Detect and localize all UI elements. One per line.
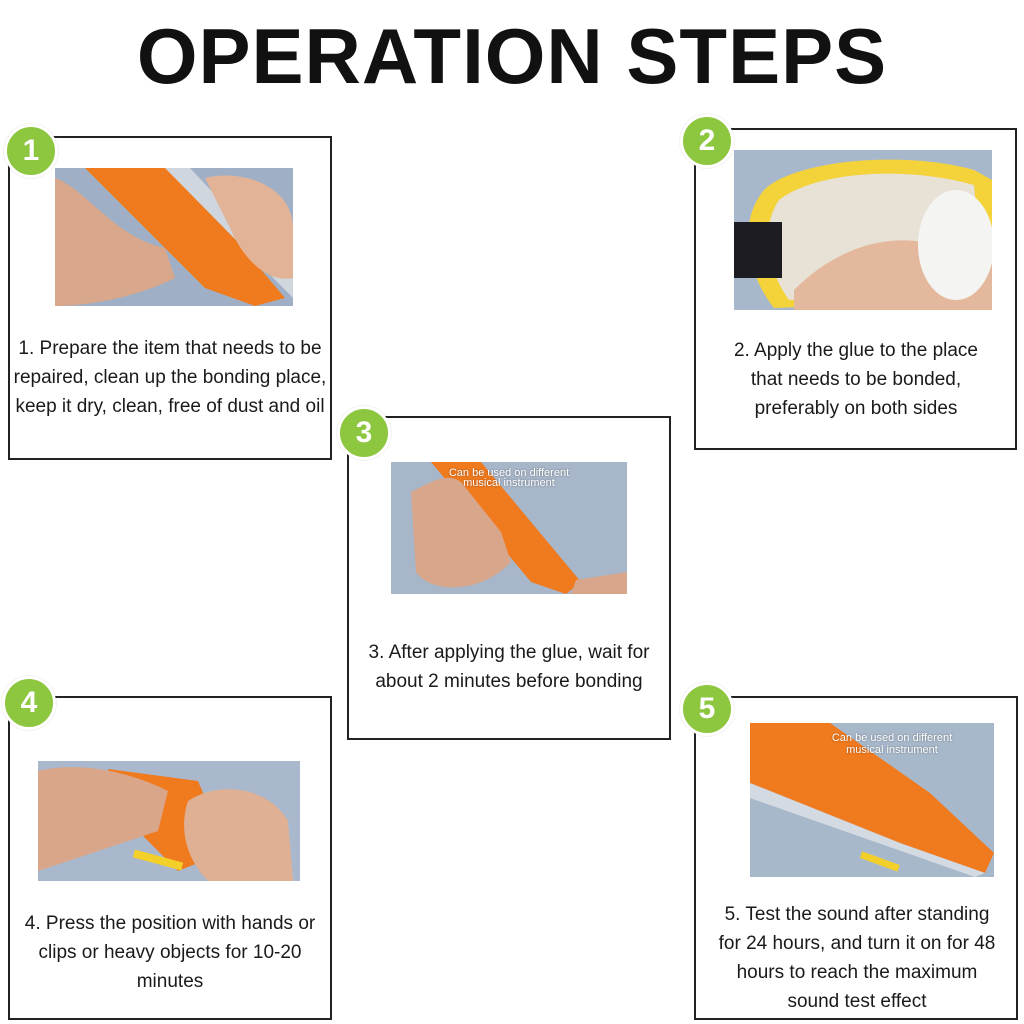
- step-1-number-badge: 1: [4, 124, 58, 178]
- step-5-overlay-line-1: Can be used on different: [831, 732, 953, 744]
- step-3-photo: [391, 462, 627, 594]
- step-3-caption: 3. After applying the glue, wait for about 2 minutes before bonding: [368, 642, 650, 692]
- step-5-number-badge: 5: [680, 682, 734, 736]
- step-1-caption: 1. Prepare the item that needs to be repaired, clean up the bonding place, keep it dry, clean, free of dust and oil: [13, 338, 327, 417]
- page-title: OPERATION STEPS: [136, 12, 888, 100]
- step-2-caption: 2. Apply the glue to the place that needs to be bonded, preferably on both sides: [733, 340, 978, 419]
- step-3-number-badge: 3: [337, 406, 391, 460]
- step-3-overlay-line-1: Can be used on different: [448, 467, 570, 479]
- step-5-caption: 5. Test the sound after standing for 24 hours, and turn it on for 48 hours to reach the maximum sound test effect: [718, 904, 996, 1012]
- step-4-number-badge: 4: [2, 676, 56, 730]
- step-1-photo: [55, 168, 293, 306]
- step-2-number-badge: 2: [680, 114, 734, 168]
- step-4-caption: 4. Press the position with hands or clips or heavy objects for 10-20 minutes: [24, 913, 316, 992]
- step-4-photo: [38, 761, 300, 881]
- step-5-overlay-line-2: musical instrument: [846, 744, 938, 756]
- step-2-photo: [734, 150, 992, 310]
- step-3-overlay-line-2: musical instrument: [463, 477, 555, 489]
- step-5-photo: [750, 723, 994, 877]
